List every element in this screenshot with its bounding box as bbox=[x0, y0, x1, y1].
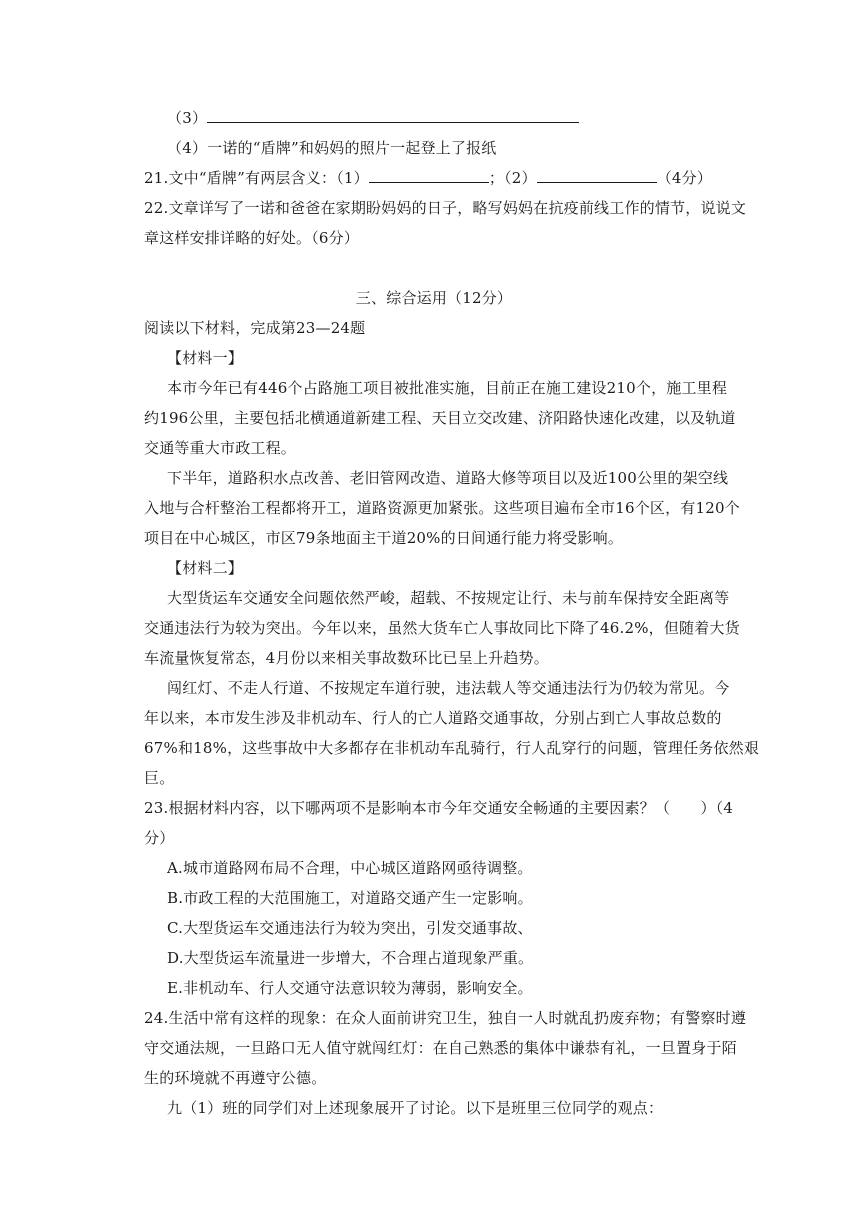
material1-p2-line3: 项目在中心城区，市区79条地面主干道20%的日间通行能力将受影响。 bbox=[144, 529, 624, 547]
material1-p1-line2: 约196公里，主要包括北横通道新建工程、天目立交改建、济阳路快速化改建，以及轨道 bbox=[144, 409, 736, 427]
q23-option-d: D.大型货运车流量进一步增大，不合理占道现象严重。 bbox=[167, 949, 534, 967]
material2-p1-line3: 车流量恢复常态，4月份以来相关事故数环比已呈上升趋势。 bbox=[144, 649, 549, 667]
material1-label: 【材料一】 bbox=[167, 349, 244, 367]
q24-line-1: 24.生活中常有这样的现象：在众人面前讲究卫生，独自一人时就乱扔废弃物；有警察时遵 bbox=[144, 1009, 747, 1027]
material2-p1-line1: 大型货运车交通安全问题依然严峻，超载、不按规定让行、未与前车保持安全距离等 bbox=[167, 589, 730, 607]
q21-text: 21.文中“盾牌”有两层含义：（1） bbox=[144, 169, 369, 187]
section-title: 三、综合运用（12分） bbox=[355, 289, 513, 307]
q22-line-2: 章这样安排详略的好处。（6分） bbox=[144, 229, 360, 247]
section-intro: 阅读以下材料，完成第23—24题 bbox=[144, 319, 366, 337]
q20-item3 bbox=[167, 108, 579, 128]
material1-p2-line1: 下半年，道路积水点改善、老旧管网改造、道路大修等项目以及近100公里的架空线 bbox=[167, 469, 729, 487]
q21-question bbox=[144, 168, 712, 188]
material2-p2-line1: 闯红灯、不走人行道、不按规定车道行驶，违法载人等交通违法行为仍较为常见。今 bbox=[167, 679, 730, 697]
material1-p1-line3: 交通等重大市政工程。 bbox=[144, 439, 297, 457]
q24-line-3: 生的环境就不再遵守公德。 bbox=[144, 1069, 327, 1087]
q22-line-1: 22.文章详写了一诺和爸爸在家期盼妈妈的日子，略写妈妈在抗疫前线工作的情节，说说文 bbox=[144, 199, 747, 217]
material2-p2-line3: 67%和18%，这些事故中大多都存在非机动车乱骑行，行人乱穿行的问题，管理任务依然艰 bbox=[144, 739, 760, 757]
material2-label: 【材料二】 bbox=[167, 559, 244, 577]
q23-option-e: E.非机动车、行人交通守法意识较为薄弱，影响安全。 bbox=[167, 979, 533, 997]
q21-separator: ；（2） bbox=[488, 169, 537, 187]
q23-line-2: 分） bbox=[144, 829, 175, 847]
q23-option-a: A.城市道路网布局不合理，中心城区道路网亟待调整。 bbox=[167, 859, 533, 877]
q24-line-4: 九（1）班的同学们对上述现象展开了讨论。以下是班里三位同学的观点： bbox=[167, 1099, 664, 1117]
q23-option-b: B.市政工程的大范围施工，对道路交通产生一定影响。 bbox=[167, 889, 533, 907]
answer-blank-q21-2[interactable] bbox=[537, 168, 657, 183]
material1-p2-line2: 入地与合杆整治工程都将开工，道路资源更加紧张。这些项目遍布全市16个区，有120个 bbox=[144, 499, 740, 517]
material2-p2-line2: 年以来，本市发生涉及非机动车、行人的亡人道路交通事故，分别占到亡人事故总数的 bbox=[144, 709, 722, 727]
material2-p2-line4: 巨。 bbox=[144, 769, 175, 787]
answer-blank-q20-3[interactable] bbox=[207, 108, 579, 123]
q21-points: （4分） bbox=[656, 169, 713, 187]
q20-item3-prefix: （3） bbox=[167, 109, 208, 127]
q24-line-2: 守交通法规，一旦路口无人值守就闯红灯：在自己熟悉的集体中谦恭有礼，一旦置身于陌 bbox=[144, 1039, 737, 1057]
material2-p1-line2: 交通违法行为较为突出。今年以来，虽然大货车亡人事故同比下降了46.2%，但随着大货 bbox=[144, 619, 740, 637]
material1-p1-line1: 本市今年已有446个占路施工项目被批准实施，目前正在施工建设210个，施工里程 bbox=[167, 379, 728, 397]
q20-item4: （4）一诺的“盾牌”和妈妈的照片一起登上了报纸 bbox=[167, 139, 497, 157]
q23-option-c: C.大型货运车交通违法行为较为突出，引发交通事故、 bbox=[167, 919, 533, 937]
q23-line-1: 23.根据材料内容，以下哪两项不是影响本市今年交通安全畅通的主要因素？（ ）（4 bbox=[144, 799, 734, 817]
answer-blank-q21-1[interactable] bbox=[369, 168, 489, 183]
